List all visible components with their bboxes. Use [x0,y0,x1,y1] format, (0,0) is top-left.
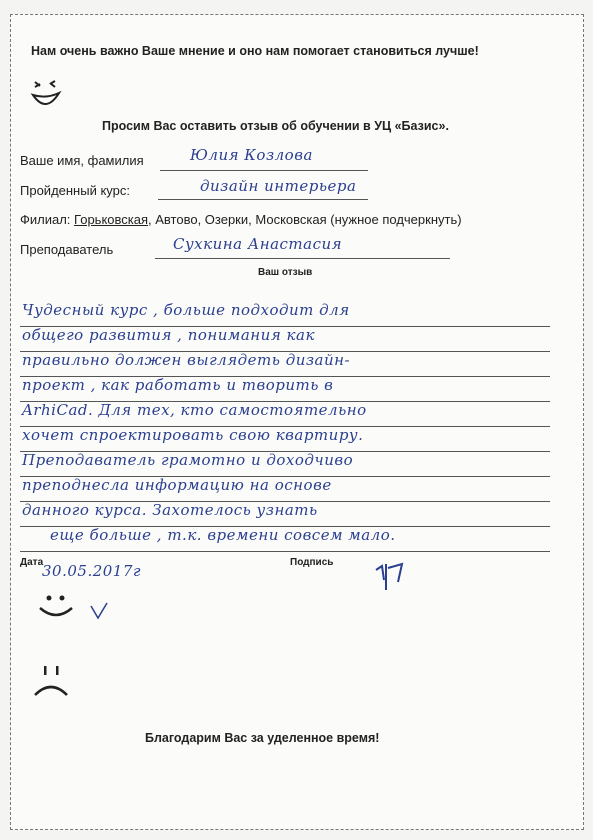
branch-row [20,212,462,227]
checkmark-icon [88,600,110,622]
branch-options-rest: , Автово, Озерки, Московская (нужное подчеркнуть) [148,212,462,227]
review-text-line: общего развития , понимания как [22,326,315,344]
name-line [160,170,368,171]
review-text-line: хочет спроектировать свою квартиру. [22,426,364,444]
signature-label: Подпись [290,557,334,568]
review-text-line: Преподаватель грамотно и доходчиво [22,451,354,469]
request-text: Просим Вас оставить отзыв об обучении в УЦ «Базис». [102,119,449,133]
review-text-line: проект , как работать и творить в [22,376,334,394]
review-text-line: данного курса. Захотелось узнать [22,501,318,519]
course-line [158,199,368,200]
review-text-line: ArhiCad. Для тех, кто самостоятельно [22,401,367,419]
smiley-face-icon [37,590,75,626]
teacher-value[interactable]: Сухкина Анастасия [173,235,343,253]
feedback-form [10,14,584,830]
teacher-line [155,258,450,259]
review-label: Ваш отзыв [258,267,313,278]
review-text-line: правильно должен выглядеть дизайн- [22,351,351,369]
signature-mark[interactable] [372,556,412,596]
course-value[interactable]: дизайн интерьера [200,177,357,195]
review-text-line: еще больше , т.к. времени совсем мало. [50,526,396,544]
sad-face-icon [30,664,70,700]
thanks-text: Благодарим Вас за уделенное время! [145,731,380,745]
branch-option-selected[interactable]: Горьковская [74,212,149,227]
review-line [20,551,550,552]
review-text-line: преподнесла информацию на основе [22,476,332,494]
name-value[interactable]: Юлия Козлова [190,146,313,164]
date-label: Дата [20,557,44,568]
laughing-face-icon [30,78,62,116]
teacher-label: Преподаватель [20,242,114,257]
intro-text: Нам очень важно Ваше мнение и оно нам помогает становиться лучше! [31,44,479,58]
review-text-line: Чудесный курс , больше подходит для [22,301,350,319]
date-value[interactable]: 30.05.2017г [42,562,141,580]
course-label: Пройденный курс: [20,183,130,198]
name-label: Ваше имя, фамилия [20,153,144,168]
branch-label: Филиал: [20,212,71,227]
